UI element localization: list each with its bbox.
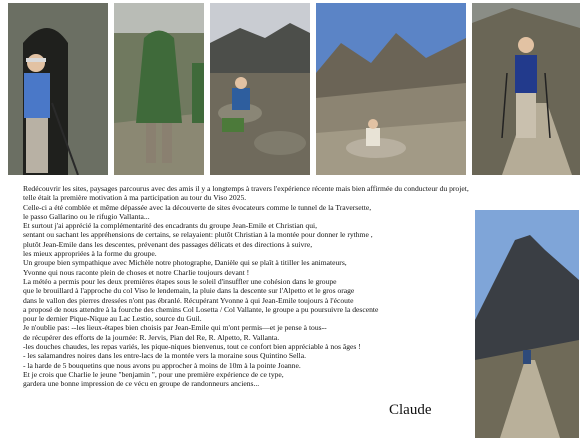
text-line: plutôt Jean-Emile dans les descentes, prévenant des passages délicats et des directions à suivre, [23,239,313,249]
text-line: Redécouvrir les sites, paysages parcourus avec des amis il y a longtemps à travers l'expérience récente mais bien affirmée du conducteur du projet, [23,184,469,193]
photo-peak-trail [475,210,579,438]
text-line: -les douches chaudes, les repas variés, les pique-niques bienvenus, tout ce confort bien appréciable à nos âges ! [23,342,361,352]
text-line: de récupérer des efforts de la journée: R. Jervis, Pian del Re, R. Alpetto, R. Vallanta. [23,332,280,342]
text-line: gardera une bonne impression de ce vécu en groupe de randonneurs anciens... [23,379,260,389]
text-line: Yvonne qui nous raconte plein de choses et notre Charlie toujours devant ! [23,267,250,277]
text-line: Et je crois que Charlie le jeune "benjamin ", pour une première expérience de ce type, [23,369,284,379]
text-line: Je n'oublie pas: --les lieux-étapes bien choisis par Jean-Emile qui m'ont permis—et je pense à tous-- [23,323,327,333]
text-line: Celle-ci a été comblée et même dépassée avec la découverte de sites évocateurs comme le tunnel de la Traversette, [23,202,372,212]
text-line: a proposé de nous attendre à la fourche des chemins Col Losetta / Col Vallante, le groupe a pu poursuivre la descente [23,304,379,314]
text-line: telle était la première motivation à ma participation au tour du Viso 2025. [23,193,247,203]
body-text [23,184,469,389]
text-line: pour le dernier Pique-Nique au Lac Lestio, source du Guil. [23,314,202,324]
text-line: - la harde de 5 bouquetins que nous avons pu approcher à moins de 10m à la pointe Joanne. [23,360,301,370]
text-line: le passo Gallarino ou le rifugio Vallanta... [23,211,150,221]
text-line: dans le vallon des pierres dressées n'ont pas ébranlé. Récupérant Yvonne à qui Jean-Emile toujours à l'écoute [23,295,354,305]
photo-hiker-trail [472,3,580,175]
text-line: Et surtout j'ai apprécié la complémentarité des encadrants du groupe Jean-Emile et Christian qui, [23,221,318,231]
photo-mountain-valley [316,3,466,175]
photo-hiker-tunnel [8,3,108,175]
text-line: que le brouillard à l'approche du col Viso le lendemain, la pluie dans la descente sur l'Alpetto et le gros orage [23,286,355,296]
photo-hiker-resting-rocks [210,3,310,175]
text-line: Un groupe bien sympathique avec Michèle notre photographe, Danièle qui se plaît à titiller les animateurs, [23,258,347,268]
text-line: La météo a permis pour les deux premières étapes sous le soleil d'insuffler une cohésion dans le groupe [23,276,337,286]
signature: Claude [389,402,432,418]
photo-hiker-green-poncho [114,3,204,175]
text-line: - les salamandres noires dans les entre-lacs de la montée vers la moraine sous Quintino Sella. [23,351,306,361]
text-line: les mieux appropriées à la forme du groupe. [23,249,157,259]
text-line: sentant ou sachant les appréhensions de certains, se relayaient: plutôt Christian à la montée pour donner le rythme , [23,230,373,240]
